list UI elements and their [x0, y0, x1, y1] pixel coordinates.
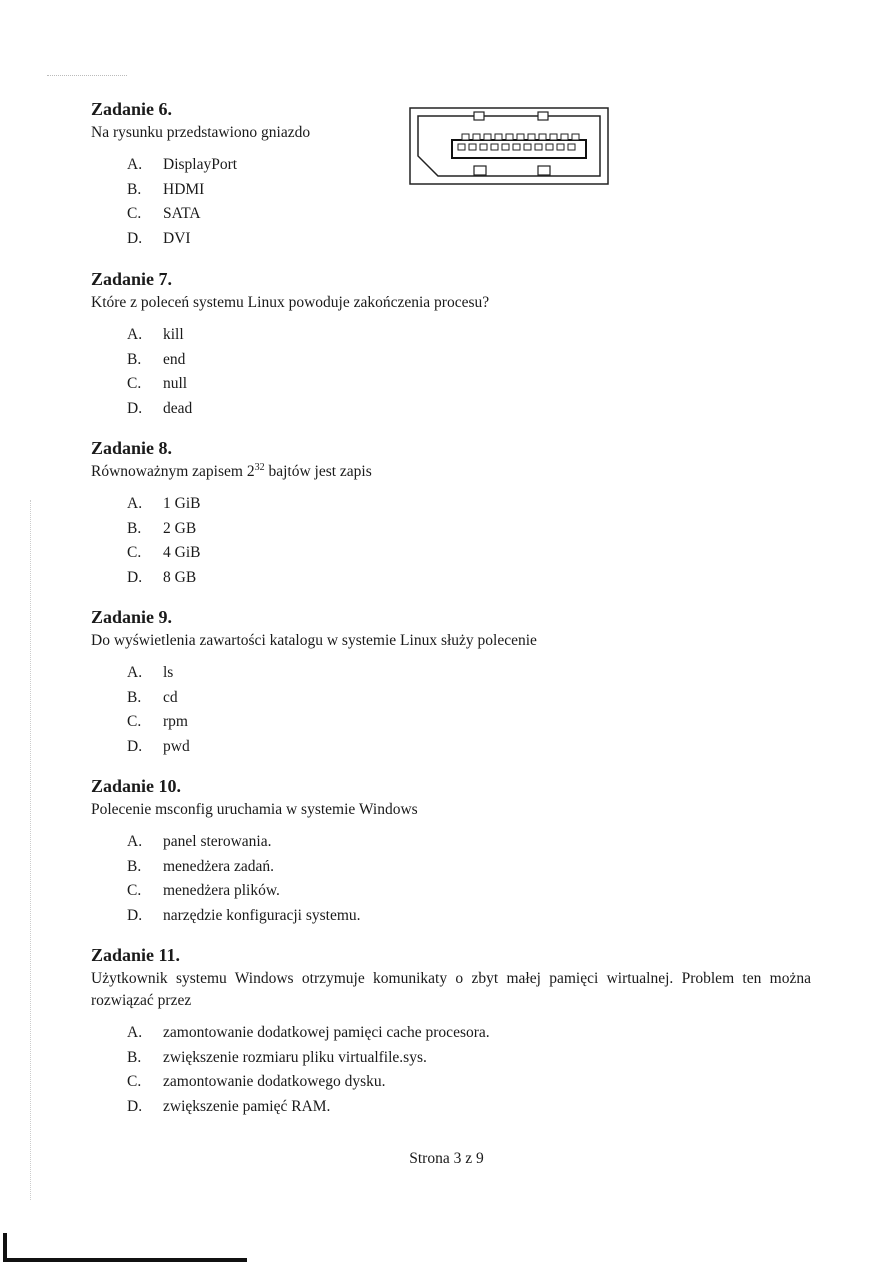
- answer-option: [91, 566, 811, 591]
- exponent: 32: [254, 461, 265, 473]
- answer-text: menedżera zadań.: [163, 857, 275, 875]
- answer-letter: B.: [127, 519, 142, 537]
- answer-letter: D.: [127, 568, 143, 586]
- answer-text: ls: [163, 664, 174, 681]
- answer-option: [91, 710, 811, 735]
- task-question: Polecenie msconfig uruchamia w systemie Windows: [91, 801, 418, 818]
- answer-text: zwiększenie pamięć RAM.: [163, 1097, 331, 1115]
- answer-option: [91, 879, 811, 904]
- answer-option: [91, 227, 811, 252]
- answer-letter: A.: [127, 326, 143, 343]
- answer-option: [91, 1095, 811, 1120]
- answer-letter: B.: [127, 688, 142, 706]
- answer-text: zamontowanie dodatkowej pamięci cache procesora.: [163, 1024, 490, 1041]
- answer-option: [91, 348, 811, 373]
- answer-letter: A.: [127, 833, 143, 850]
- page-number: Strona 3 z 9: [409, 1150, 484, 1167]
- answer-text: DisplayPort: [163, 156, 238, 173]
- task-title: Zadanie 8.: [91, 438, 173, 458]
- answer-option: [91, 397, 811, 422]
- scan-artifact: [3, 1233, 7, 1261]
- answer-option: [91, 661, 811, 686]
- task-question: Do wyświetlenia zawartości katalogu w systemie Linux służy polecenie: [91, 632, 537, 649]
- answer-option: [91, 202, 811, 227]
- answer-text: 8 GB: [163, 568, 197, 586]
- task-title: Zadanie 11.: [91, 945, 181, 965]
- answer-letter: B.: [127, 350, 142, 368]
- answer-text: rpm: [163, 713, 188, 730]
- answer-option: [91, 372, 811, 397]
- task-11: [91, 944, 811, 1119]
- answer-option: [91, 1046, 811, 1071]
- answer-text: SATA: [163, 205, 201, 222]
- answer-letter: D.: [127, 399, 143, 417]
- answer-option: [91, 541, 811, 566]
- answer-letter: D.: [127, 737, 143, 755]
- answer-option: [91, 323, 811, 348]
- answer-text: zwiększenie rozmiaru pliku virtualfile.sys.: [163, 1048, 427, 1066]
- answer-letter: C.: [127, 1073, 142, 1090]
- task-title: Zadanie 6.: [91, 99, 173, 119]
- answer-letter: A.: [127, 495, 143, 512]
- task-title: Zadanie 7.: [91, 269, 173, 289]
- answer-option: [91, 1021, 811, 1046]
- answer-list: [91, 661, 811, 759]
- answer-text: end: [163, 350, 186, 368]
- answer-letter: C.: [127, 713, 142, 730]
- answer-list: [91, 830, 811, 928]
- answer-letter: C.: [127, 544, 142, 561]
- answer-letter: A.: [127, 1024, 143, 1041]
- answer-option: [91, 855, 811, 880]
- answer-option: [91, 830, 811, 855]
- answer-letter: B.: [127, 180, 142, 198]
- task-8: [91, 437, 811, 590]
- answer-option: [91, 1070, 811, 1095]
- task-question: Które z poleceń systemu Linux powoduje zakończenia procesu?: [91, 294, 490, 311]
- answer-text: menedżera plików.: [163, 882, 280, 899]
- answer-text: kill: [163, 326, 184, 343]
- answer-letter: A.: [127, 664, 143, 681]
- answer-letter: A.: [127, 156, 143, 173]
- answer-letter: B.: [127, 1048, 142, 1066]
- answer-letter: C.: [127, 375, 142, 392]
- scan-artifact: [3, 1258, 247, 1262]
- answer-text: panel sterowania.: [163, 833, 272, 850]
- answer-text: dead: [163, 399, 193, 417]
- answer-letter: D.: [127, 229, 143, 247]
- answer-text: DVI: [163, 229, 191, 247]
- displayport-socket-icon: [408, 106, 610, 186]
- answer-letter: D.: [127, 1097, 143, 1115]
- task-title: Zadanie 10.: [91, 776, 182, 796]
- answer-text: narzędzie konfiguracji systemu.: [163, 906, 361, 924]
- task-title: Zadanie 9.: [91, 607, 173, 627]
- answer-letter: C.: [127, 882, 142, 899]
- answer-letter: C.: [127, 205, 142, 222]
- task-10: [91, 775, 811, 928]
- task-question: [91, 461, 811, 483]
- task-7: [91, 268, 811, 421]
- answer-text: 1 GiB: [163, 495, 201, 512]
- answer-option: [91, 904, 811, 929]
- answer-text: 2 GB: [163, 519, 197, 537]
- answer-option: [91, 735, 811, 760]
- scan-artifact: [47, 75, 127, 76]
- answer-letter: B.: [127, 857, 142, 875]
- answer-text: null: [163, 375, 188, 392]
- question-text: Równoważnym zapisem 2: [91, 463, 255, 480]
- question-text: bajtów jest zapis: [264, 463, 372, 480]
- answer-list: [91, 1021, 811, 1119]
- answer-option: [91, 686, 811, 711]
- scan-edge: [30, 500, 31, 1200]
- answer-letter: D.: [127, 906, 143, 924]
- answer-text: cd: [163, 688, 178, 706]
- task-question: Na rysunku przedstawiono gniazdo: [91, 124, 311, 141]
- answer-list: [91, 492, 811, 590]
- answer-text: HDMI: [163, 180, 205, 198]
- answer-text: 4 GiB: [163, 544, 201, 561]
- answer-text: zamontowanie dodatkowego dysku.: [163, 1073, 386, 1090]
- answer-list: [91, 323, 811, 421]
- answer-option: [91, 492, 811, 517]
- task-9: [91, 606, 811, 759]
- answer-option: [91, 517, 811, 542]
- answer-text: pwd: [163, 737, 190, 755]
- task-question: Użytkownik systemu Windows otrzymuje komunikaty o zbyt małej pamięci wirtualnej. Problem ten można rozwiązać przez: [91, 970, 811, 1009]
